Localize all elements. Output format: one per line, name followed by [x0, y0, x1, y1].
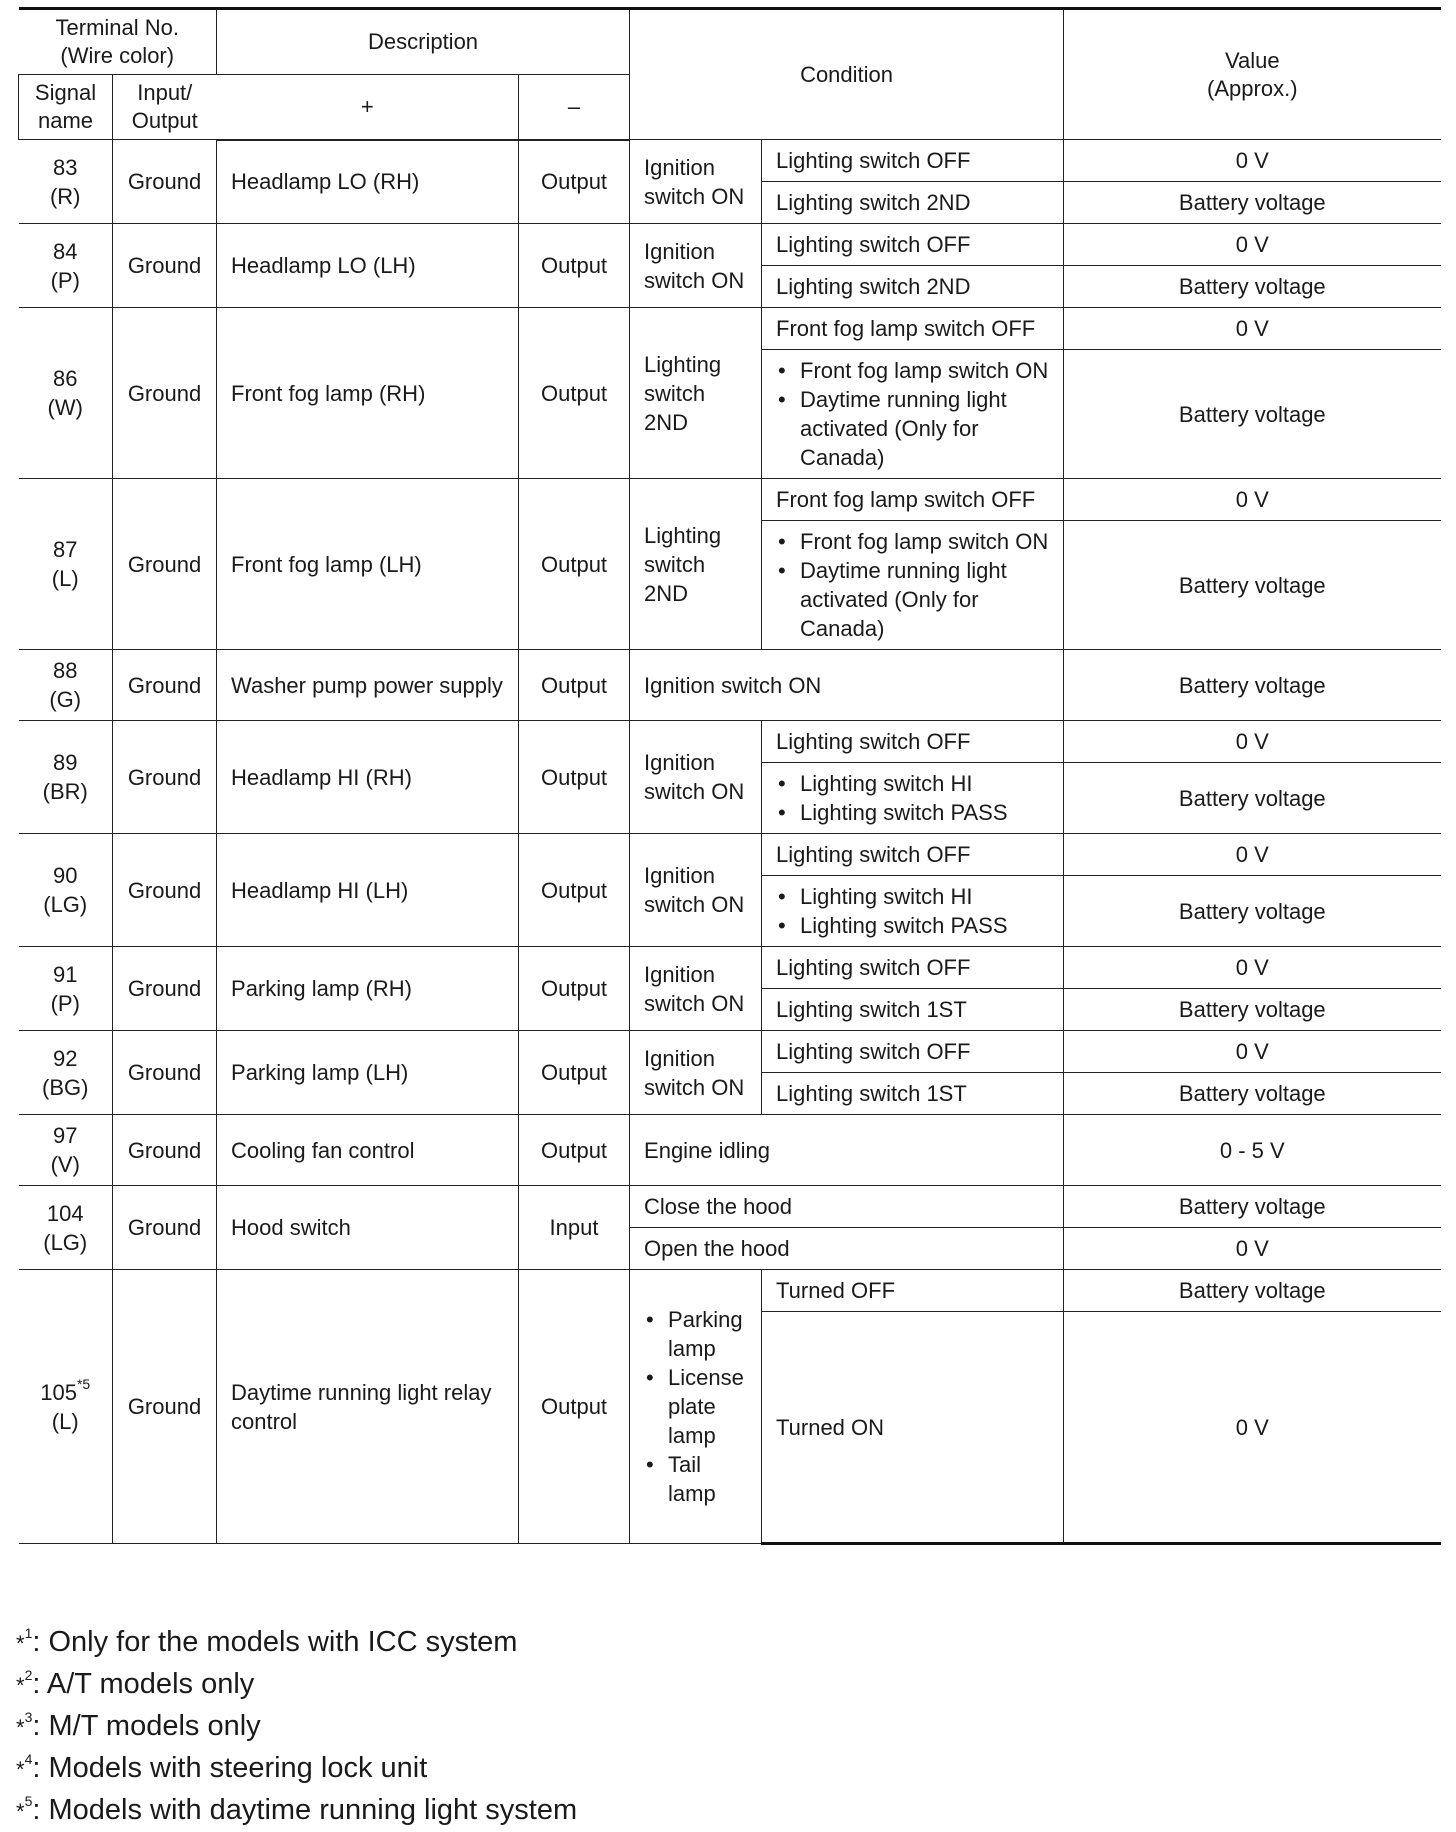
condition-cell: Ignition switch ON	[630, 1031, 762, 1115]
ground-cell: Ground	[113, 224, 217, 308]
footnote: *$^5$: Models with daytime running light system	[16, 1793, 578, 1826]
condition-cell: Ignition switch ON	[630, 721, 762, 834]
value-cell: 0 V	[1064, 834, 1441, 876]
condition-cell: Ignition switch ON	[630, 140, 762, 224]
subcondition-cell: Turned ON	[762, 1312, 1064, 1544]
table-row	[19, 721, 1441, 763]
header-io: Input/ Output	[113, 75, 217, 140]
table-row	[19, 308, 1441, 350]
bullet-item: • Parking lamp	[644, 1305, 747, 1363]
bullet-item: • Lighting switch HI	[776, 882, 1049, 911]
signal-cell: Headlamp LO (LH)	[217, 224, 519, 308]
value-cell: Battery voltage	[1064, 182, 1441, 224]
value-cell: Battery voltage	[1064, 763, 1441, 834]
value-cell: Battery voltage	[1064, 350, 1441, 479]
header-condition: Condition	[630, 9, 1064, 140]
condition-cell: Open the hood	[630, 1228, 1064, 1270]
table-row	[19, 1031, 1441, 1073]
subcondition-cell: Lighting switch OFF	[762, 721, 1064, 763]
subcondition-cell: Lighting switch OFF	[762, 834, 1064, 876]
value-cell: 0 V	[1064, 1031, 1441, 1073]
table-row	[19, 650, 1441, 721]
value-cell: Battery voltage	[1064, 876, 1441, 947]
subcondition-cell: Lighting switch OFF	[762, 1031, 1064, 1073]
value-cell: Battery voltage	[1064, 1270, 1441, 1312]
footnote: *$^4$: Models with steering lock unit	[16, 1751, 428, 1784]
signal-cell: Headlamp HI (RH)	[217, 721, 519, 834]
ground-cell: Ground	[113, 834, 217, 947]
value-cell: Battery voltage	[1064, 521, 1441, 650]
subcondition-cell	[762, 876, 1064, 947]
signal-cell: Front fog lamp (LH)	[217, 479, 519, 650]
subcondition-cell: Front fog lamp switch OFF	[762, 308, 1064, 350]
subcondition-cell: Lighting switch 2ND	[762, 182, 1064, 224]
ground-cell: Ground	[113, 308, 217, 479]
terminal-cell: 86 (W)	[19, 308, 113, 479]
condition-cell: Ignition switch ON	[630, 650, 1064, 721]
bullet-item: • Lighting switch HI	[776, 769, 1049, 798]
condition-cell: Ignition switch ON	[630, 947, 762, 1031]
value-cell: Battery voltage	[1064, 1186, 1441, 1228]
io-cell: Output	[519, 140, 630, 224]
condition-cell: Engine idling	[630, 1115, 1064, 1186]
subcondition-cell: Lighting switch 1ST	[762, 989, 1064, 1031]
signal-cell: Parking lamp (RH)	[217, 947, 519, 1031]
value-cell: 0 V	[1064, 479, 1441, 521]
table-row	[19, 1270, 1441, 1312]
bullet-item: • Daytime running light activated (Only for Canada)	[776, 556, 1049, 643]
value-cell: 0 V	[1064, 140, 1441, 182]
io-cell: Output	[519, 1031, 630, 1115]
bullet-item: • Lighting switch PASS	[776, 911, 1049, 940]
signal-cell: Front fog lamp (RH)	[217, 308, 519, 479]
condition-cell: Lighting switch 2ND	[630, 479, 762, 650]
terminal-cell: 88 (G)	[19, 650, 113, 721]
footnote-ref: *5	[76, 1376, 91, 1393]
value-cell: 0 V	[1064, 947, 1441, 989]
terminal-cell: 83 (R)	[19, 140, 113, 224]
subcondition-cell: Lighting switch OFF	[762, 947, 1064, 989]
io-cell: Output	[519, 947, 630, 1031]
io-cell: Output	[519, 1270, 630, 1544]
bullet-item: • Lighting switch PASS	[776, 798, 1049, 827]
table-row	[19, 224, 1441, 266]
header-plus: +	[217, 75, 519, 140]
bullet-item: • License plate lamp	[644, 1363, 747, 1450]
io-cell: Output	[519, 650, 630, 721]
terminal-cell: 92 (BG)	[19, 1031, 113, 1115]
condition-cell: Close the hood	[630, 1186, 1064, 1228]
terminal-cell: 90 (LG)	[19, 834, 113, 947]
table-row	[19, 834, 1441, 876]
bullet-item: • Front fog lamp switch ON	[776, 356, 1049, 385]
io-cell: Output	[519, 721, 630, 834]
table-row	[19, 1115, 1441, 1186]
ground-cell: Ground	[113, 650, 217, 721]
terminal-table	[18, 7, 1441, 1545]
io-cell: Output	[519, 479, 630, 650]
value-cell: 0 - 5 V	[1064, 1115, 1441, 1186]
signal-cell: Parking lamp (LH)	[217, 1031, 519, 1115]
io-cell: Output	[519, 224, 630, 308]
bullet-item: • Front fog lamp switch ON	[776, 527, 1049, 556]
header-signal-name: Signal name	[19, 75, 113, 140]
ground-cell: Ground	[113, 1270, 217, 1544]
table-row	[19, 479, 1441, 521]
io-cell: Input	[519, 1186, 630, 1270]
table-row	[19, 140, 1441, 182]
signal-cell: Washer pump power supply	[217, 650, 519, 721]
condition-cell	[630, 1270, 762, 1544]
header-value: Value (Approx.)	[1064, 9, 1441, 140]
subcondition-cell	[762, 763, 1064, 834]
value-cell: Battery voltage	[1064, 989, 1441, 1031]
condition-cell: Lighting switch 2ND	[630, 308, 762, 479]
io-cell: Output	[519, 1115, 630, 1186]
signal-cell: Headlamp HI (LH)	[217, 834, 519, 947]
signal-cell: Daytime running light relay control	[217, 1270, 519, 1544]
value-cell: 0 V	[1064, 308, 1441, 350]
signal-cell: Headlamp LO (RH)	[217, 140, 519, 224]
ground-cell: Ground	[113, 1186, 217, 1270]
io-cell: Output	[519, 834, 630, 947]
bullet-item: • Tail lamp	[644, 1450, 747, 1508]
terminal-cell: 104 (LG)	[19, 1186, 113, 1270]
header-description: Description	[217, 9, 630, 75]
subcondition-cell: Lighting switch 2ND	[762, 266, 1064, 308]
terminal-cell: 91 (P)	[19, 947, 113, 1031]
io-cell: Output	[519, 308, 630, 479]
signal-cell: Cooling fan control	[217, 1115, 519, 1186]
value-cell: 0 V	[1064, 224, 1441, 266]
ground-cell: Ground	[113, 721, 217, 834]
ground-cell: Ground	[113, 140, 217, 224]
table-row	[19, 1186, 1441, 1228]
value-cell: 0 V	[1064, 721, 1441, 763]
value-cell: 0 V	[1064, 1312, 1441, 1544]
subcondition-cell: Lighting switch OFF	[762, 224, 1064, 266]
footnote: *$^3$: M/T models only	[16, 1709, 261, 1742]
condition-cell: Ignition switch ON	[630, 224, 762, 308]
ground-cell: Ground	[113, 1115, 217, 1186]
ground-cell: Ground	[113, 1031, 217, 1115]
table-row	[19, 947, 1441, 989]
terminal-cell: 84 (P)	[19, 224, 113, 308]
signal-cell: Hood switch	[217, 1186, 519, 1270]
footnotes	[16, 1622, 577, 1832]
subcondition-cell	[762, 350, 1064, 479]
condition-cell: Ignition switch ON	[630, 834, 762, 947]
value-cell: Battery voltage	[1064, 650, 1441, 721]
terminal-cell: 97 (V)	[19, 1115, 113, 1186]
footnote: *$^2$: A/T models only	[16, 1667, 255, 1700]
subcondition-cell	[762, 521, 1064, 650]
terminal-cell: 89 (BR)	[19, 721, 113, 834]
header-minus: –	[519, 75, 630, 140]
value-cell: Battery voltage	[1064, 1073, 1441, 1115]
subcondition-cell: Turned OFF	[762, 1270, 1064, 1312]
terminal-cell: 105$^{*5}$ (L)	[19, 1270, 113, 1544]
subcondition-cell: Lighting switch 1ST	[762, 1073, 1064, 1115]
header-terminal: Terminal No. (Wire color)	[19, 9, 217, 75]
value-cell: 0 V	[1064, 1228, 1441, 1270]
subcondition-cell: Lighting switch OFF	[762, 140, 1064, 182]
footnote: *$^1$: Only for the models with ICC system	[16, 1625, 518, 1658]
subcondition-cell: Front fog lamp switch OFF	[762, 479, 1064, 521]
bullet-item: • Daytime running light activated (Only for Canada)	[776, 385, 1049, 472]
ground-cell: Ground	[113, 479, 217, 650]
terminal-cell: 87 (L)	[19, 479, 113, 650]
value-cell: Battery voltage	[1064, 266, 1441, 308]
ground-cell: Ground	[113, 947, 217, 1031]
